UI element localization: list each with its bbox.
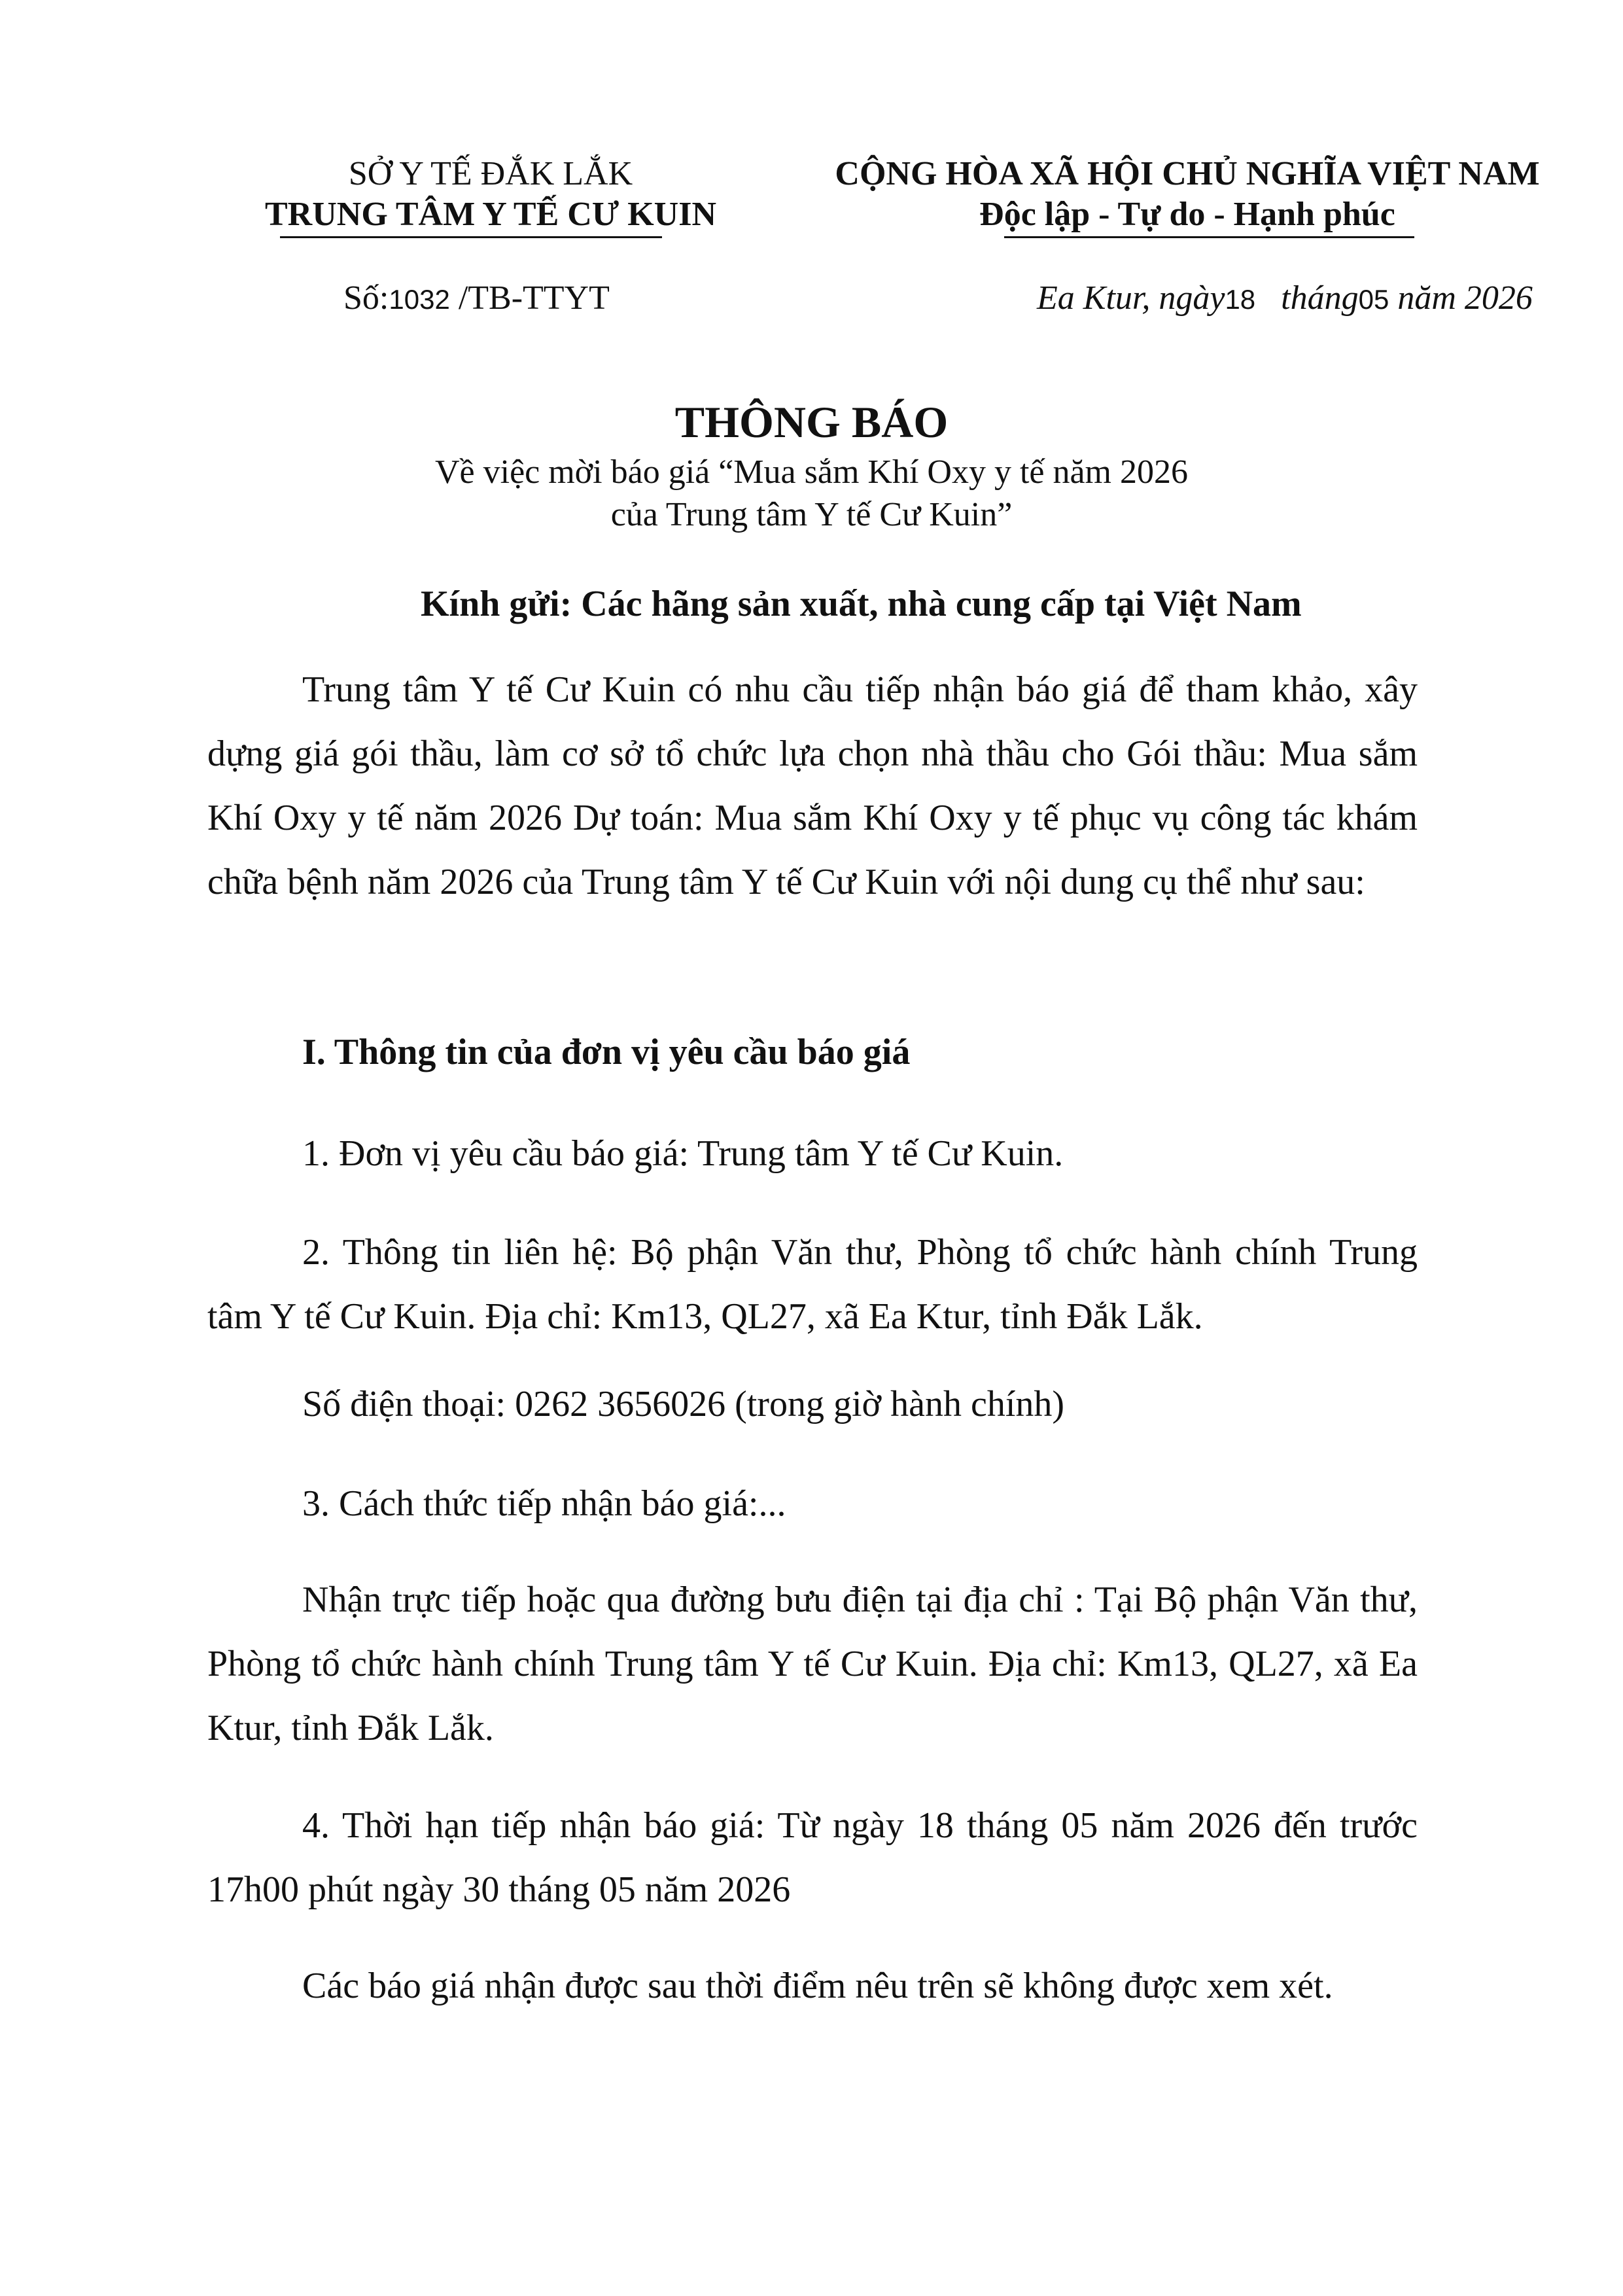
date-month: 05 (1358, 284, 1389, 315)
item-1: 1. Đơn vị yêu cầu báo giá: Trung tâm Y tế Cư Kuin. (302, 1133, 1064, 1174)
intro-paragraph-text: Trung tâm Y tế Cư Kuin có nhu cầu tiếp nhận báo giá để tham khảo, xây dựng giá gói thầu, làm cơ sở tổ chức lựa chọn nhà thầu cho Gói thầu: Mua sắm Khí Oxy y tế năm 2026 Dự toán: Mua sắm Khí Oxy y tế phục vụ công tác khám chữa bệnh năm 2026 của Trung tâm Y tế Cư Kuin với nội dung cụ thể như sau: (207, 669, 1418, 902)
date-day: 18 (1225, 284, 1256, 315)
agency-name: SỞ Y TẾ ĐẮK LẮK (348, 155, 633, 192)
recipient-line: Kính gửi: Các hãng sản xuất, nhà cung cấp tại Việt Nam (421, 584, 1302, 624)
national-motto: Độc lập - Tự do - Hạnh phúc (979, 196, 1395, 233)
date-year: năm 2026 (1397, 279, 1533, 317)
document-number (343, 278, 610, 320)
closing-note: Các báo giá nhận được sau thời điểm nêu trên sẽ không được xem xét. (302, 1966, 1333, 2006)
item-3: 3. Cách thức tiếp nhận báo giá:... (302, 1483, 786, 1524)
doc-number-prefix: Số: (343, 279, 389, 317)
unit-underline (280, 236, 662, 238)
motto-underline (1004, 236, 1414, 238)
phone-line: Số điện thoại: 0262 3656026 (trong giờ hành chính) (302, 1384, 1065, 1424)
unit-name: TRUNG TÂM Y TẾ CƯ KUIN (264, 196, 716, 233)
date-month-label: tháng (1281, 279, 1359, 317)
subtitle-line-2: của Trung tâm Y tế Cư Kuin” (610, 496, 1013, 533)
nation-name: CỘNG HÒA XÃ HỘI CHỦ NGHĨA VIỆT NAM (835, 155, 1540, 192)
date-place-prefix: Ea Ktur, ngày (1037, 279, 1225, 317)
issue-date (1037, 278, 1533, 320)
doc-number-value: 1032 (389, 284, 450, 315)
subtitle-line-1: Về việc mời báo giá “Mua sắm Khí Oxy y tế năm 2026 (434, 453, 1188, 491)
item-2: 2. Thông tin liên hệ: Bộ phận Văn thư, Phòng tổ chức hành chính Trung tâm Y tế Cư Kuin. Địa chỉ: Km13, QL27, xã Ea Ktur, tỉnh Đắk Lắk. (207, 1232, 1418, 1337)
doc-number-suffix: /TB-TTYT (449, 279, 610, 317)
item-3-detail: Nhận trực tiếp hoặc qua đường bưu điện tại địa chỉ : Tại Bộ phận Văn thư, Phòng tổ chức hành chính Trung tâm Y tế Cư Kuin. Địa chỉ: Km13, QL27, xã Ea Ktur, tỉnh Đắk Lắk. (207, 1580, 1418, 1748)
document-title: THÔNG BÁO (674, 397, 949, 447)
intro-paragraph (207, 658, 1418, 914)
section-1-heading: I. Thông tin của đơn vị yêu cầu báo giá (302, 1032, 911, 1072)
item-4: 4. Thời hạn tiếp nhận báo giá: Từ ngày 18 tháng 05 năm 2026 đến trước 17h00 phút ngày 30 tháng 05 năm 2026 (207, 1805, 1418, 1910)
